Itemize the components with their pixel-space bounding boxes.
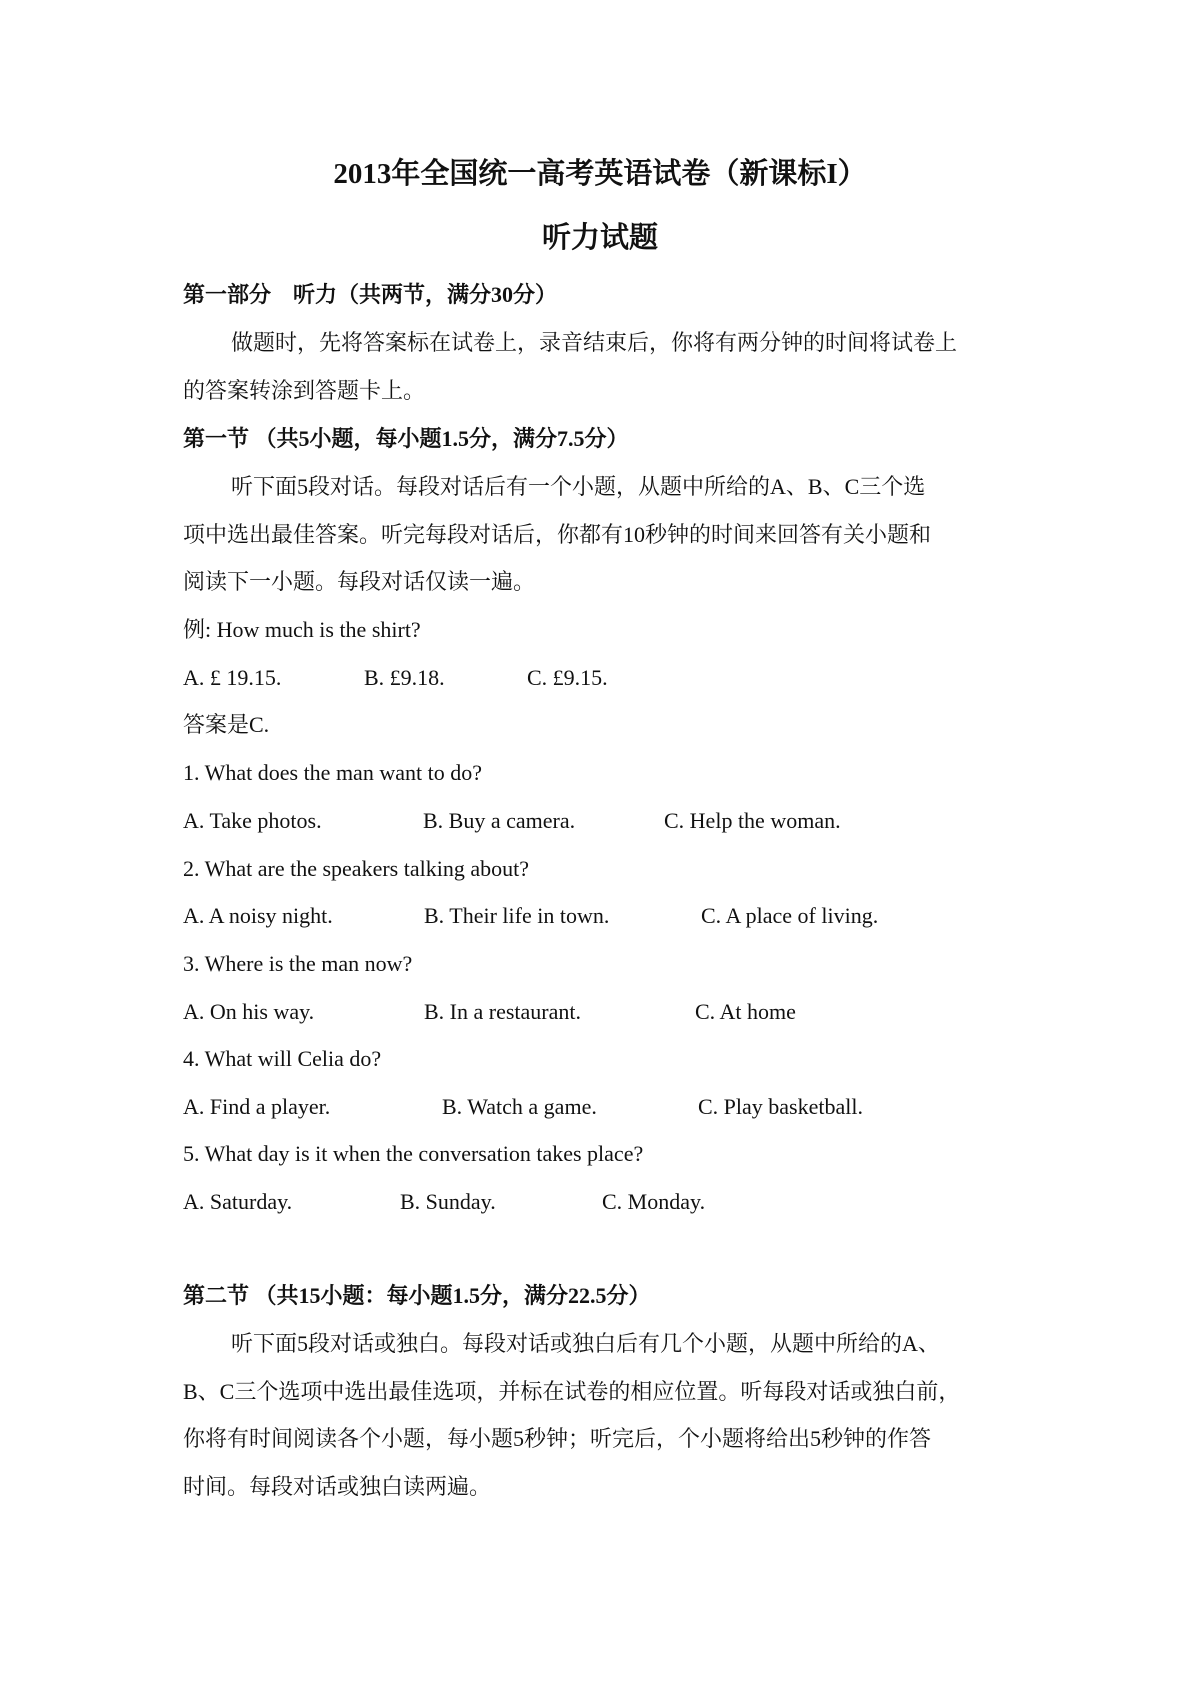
- section-two-instruction-line: 时间。每段对话或独白读两遍。: [183, 1474, 492, 1499]
- example-option-a: A. £ 19.15.: [183, 665, 282, 690]
- question-5: 5. What day is it when the conversation takes place?: [183, 1141, 644, 1166]
- part-one-heading: 第一部分 听力（共两节，满分30分）: [183, 282, 558, 307]
- question-3-option-b: B. In a restaurant.: [424, 999, 581, 1024]
- question-1-option-c: C. Help the woman.: [664, 808, 841, 833]
- question-4-option-b: B. Watch a game.: [442, 1094, 597, 1119]
- section-one-instruction-line: 阅读下一小题。每段对话仅读一遍。: [183, 569, 536, 594]
- question-3-option-c: C. At home: [695, 999, 796, 1024]
- page-subtitle: 听力试题: [541, 222, 658, 254]
- part-one-instruction-line: 做题时，先将答案标在试卷上，录音结束后，你将有两分钟的时间将试卷上: [231, 330, 958, 355]
- question-2-option-a: A. A noisy night.: [183, 903, 333, 928]
- question-2-option-c: C. A place of living.: [701, 903, 879, 928]
- section-one-heading: 第一节 （共5小题，每小题1.5分，满分7.5分）: [183, 426, 629, 451]
- question-3: 3. Where is the man now?: [183, 951, 413, 976]
- section-two-instruction-line: B、C三个选项中选出最佳选项，并标在试卷的相应位置。听每段对话或独白前，: [183, 1379, 961, 1404]
- section-two-heading: 第二节 （共15小题：每小题1.5分，满分22.5分）: [183, 1283, 651, 1308]
- example-answer: 答案是C.: [183, 712, 270, 737]
- section-one-instruction-line: 听下面5段对话。每段对话后有一个小题，从题中所给的A、B、C三个选: [231, 474, 926, 499]
- question-1-option-a: A. Take photos.: [183, 808, 322, 833]
- question-4-option-a: A. Find a player.: [183, 1094, 331, 1119]
- question-5-option-b: B. Sunday.: [400, 1189, 496, 1214]
- page-title: 2013年全国统一高考英语试卷（新课标I）: [333, 158, 867, 190]
- section-two-instruction-line: 你将有时间阅读各个小题，每小题5秒钟；听完后，个小题将给出5秒钟的作答: [183, 1426, 932, 1451]
- section-one-instruction-line: 项中选出最佳答案。听完每段对话后，你都有10秒钟的时间来回答有关小题和: [183, 522, 932, 547]
- question-1: 1. What does the man want to do?: [183, 760, 482, 785]
- question-2-option-b: B. Their life in town.: [424, 903, 610, 928]
- section-two-instruction-line: 听下面5段对话或独白。每段对话或独白后有几个小题，从题中所给的A、: [231, 1331, 940, 1356]
- question-4: 4. What will Celia do?: [183, 1046, 382, 1071]
- question-1-option-b: B. Buy a camera.: [423, 808, 576, 833]
- question-2: 2. What are the speakers talking about?: [183, 856, 529, 881]
- example-option-c: C. £9.15.: [527, 665, 608, 690]
- example-question: 例: How much is the shirt?: [183, 617, 421, 642]
- part-one-instruction-line: 的答案转涂到答题卡上。: [183, 378, 426, 403]
- question-3-option-a: A. On his way.: [183, 999, 315, 1024]
- question-4-option-c: C. Play basketball.: [698, 1094, 863, 1119]
- question-5-option-c: C. Monday.: [602, 1189, 706, 1214]
- question-5-option-a: A. Saturday.: [183, 1189, 293, 1214]
- example-option-b: B. £9.18.: [364, 665, 445, 690]
